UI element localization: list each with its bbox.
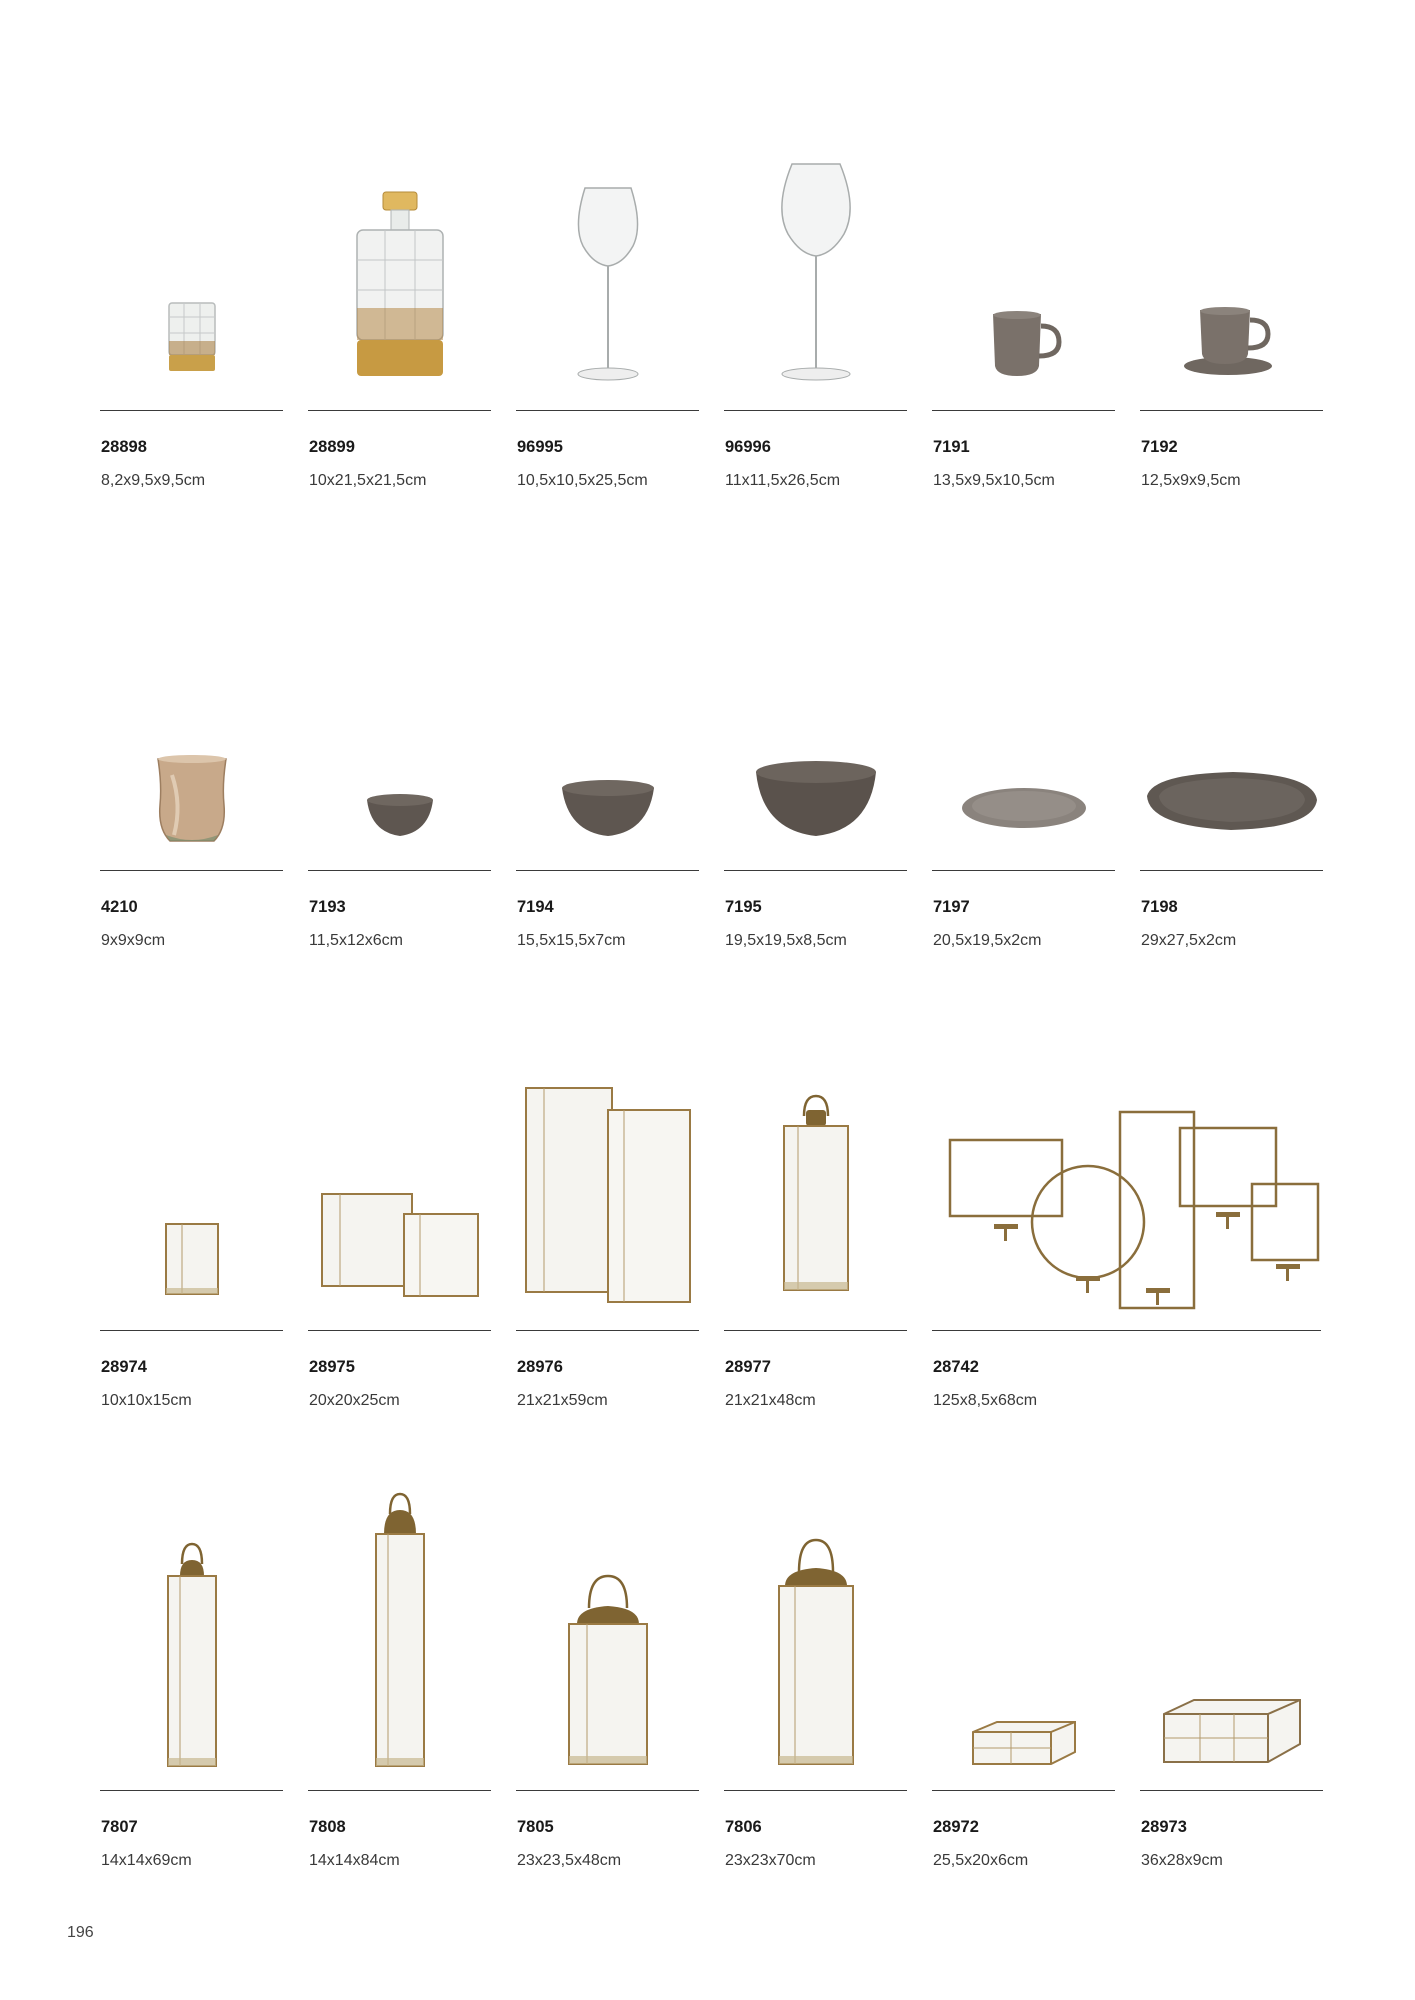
product-dimensions: 20x20x25cm	[309, 1392, 400, 1409]
glass-box-pair-icon	[316, 1188, 484, 1300]
product-code: 28898	[101, 438, 147, 456]
product-code: 28975	[309, 1358, 355, 1376]
wine-glass-large-icon	[766, 162, 866, 382]
mug-icon	[979, 310, 1069, 380]
large-glass-display-box-icon	[1160, 1698, 1304, 1764]
product-code: 7198	[1141, 898, 1178, 916]
product-dimensions: 23x23x70cm	[725, 1852, 816, 1869]
product-dimensions: 10,5x10,5x25,5cm	[517, 472, 648, 489]
large-lantern-icon	[773, 1536, 859, 1768]
product-dimensions: 11,5x12x6cm	[309, 932, 403, 949]
product-dimensions: 14x14x69cm	[101, 1852, 192, 1869]
product-dimensions: 14x14x84cm	[309, 1852, 400, 1869]
amber-tumbler-icon	[152, 755, 232, 845]
product-code: 96996	[725, 438, 771, 456]
page-number: 196	[67, 1924, 94, 1941]
small-glass-display-box-icon	[969, 1720, 1079, 1766]
bowl-small-icon	[365, 792, 435, 838]
product-dimensions: 19,5x19,5x8,5cm	[725, 932, 847, 949]
product-code: 7805	[517, 1818, 554, 1836]
product-code: 28899	[309, 438, 355, 456]
product-code: 7193	[309, 898, 346, 916]
product-code: 7192	[1141, 438, 1178, 456]
product-dimensions: 23x23,5x48cm	[517, 1852, 622, 1869]
product-dimensions: 13,5x9,5x10,5cm	[933, 472, 1055, 489]
product-dimensions: 8,2x9,5x9,5cm	[101, 472, 206, 489]
tall-lantern-icon	[160, 1540, 224, 1770]
bowl-medium-icon	[560, 778, 656, 838]
product-dimensions: 12,5x9x9,5cm	[1141, 472, 1241, 489]
product-code: 7807	[101, 1818, 138, 1836]
product-dimensions: 21x21x48cm	[725, 1392, 816, 1409]
product-dimensions: 9x9x9cm	[101, 932, 166, 949]
product-code: 4210	[101, 898, 138, 916]
plate-small-icon	[960, 786, 1088, 830]
wall-candle-holder-icon	[932, 1092, 1321, 1302]
product-code: 7197	[933, 898, 970, 916]
product-code: 96995	[517, 438, 563, 456]
wide-lantern-icon	[563, 1572, 653, 1768]
lantern-icon	[776, 1094, 856, 1296]
product-dimensions: 125x8,5x68cm	[933, 1392, 1038, 1409]
tall-glass-box-pair-icon	[520, 1084, 696, 1306]
whisky-glass-icon	[157, 295, 227, 375]
product-code: 28976	[517, 1358, 563, 1376]
glass-box-lantern-icon	[162, 1220, 222, 1300]
product-code: 28977	[725, 1358, 771, 1376]
product-code: 7194	[517, 898, 554, 916]
product-dimensions: 21x21x59cm	[517, 1392, 608, 1409]
product-code: 28742	[933, 1358, 979, 1376]
extra-tall-lantern-icon	[368, 1490, 432, 1770]
product-code: 7806	[725, 1818, 762, 1836]
plate-large-icon	[1143, 770, 1321, 832]
product-dimensions: 29x27,5x2cm	[1141, 932, 1237, 949]
product-dimensions: 36x28x9cm	[1141, 1852, 1223, 1869]
product-dimensions: 25,5x20x6cm	[933, 1852, 1029, 1869]
product-code: 28972	[933, 1818, 979, 1836]
product-code: 28974	[101, 1358, 147, 1376]
bowl-large-icon	[754, 758, 878, 838]
cup-saucer-icon	[1182, 306, 1282, 378]
decanter-icon	[345, 190, 455, 380]
product-code: 7808	[309, 1818, 346, 1836]
product-code: 7195	[725, 898, 762, 916]
product-code: 28973	[1141, 1818, 1187, 1836]
product-dimensions: 10x21,5x21,5cm	[309, 472, 427, 489]
product-dimensions: 10x10x15cm	[101, 1392, 192, 1409]
product-code: 7191	[933, 438, 970, 456]
product-dimensions: 11x11,5x26,5cm	[725, 472, 841, 489]
product-dimensions: 20,5x19,5x2cm	[933, 932, 1042, 949]
product-dimensions: 15,5x15,5x7cm	[517, 932, 626, 949]
wine-glass-icon	[563, 186, 653, 382]
